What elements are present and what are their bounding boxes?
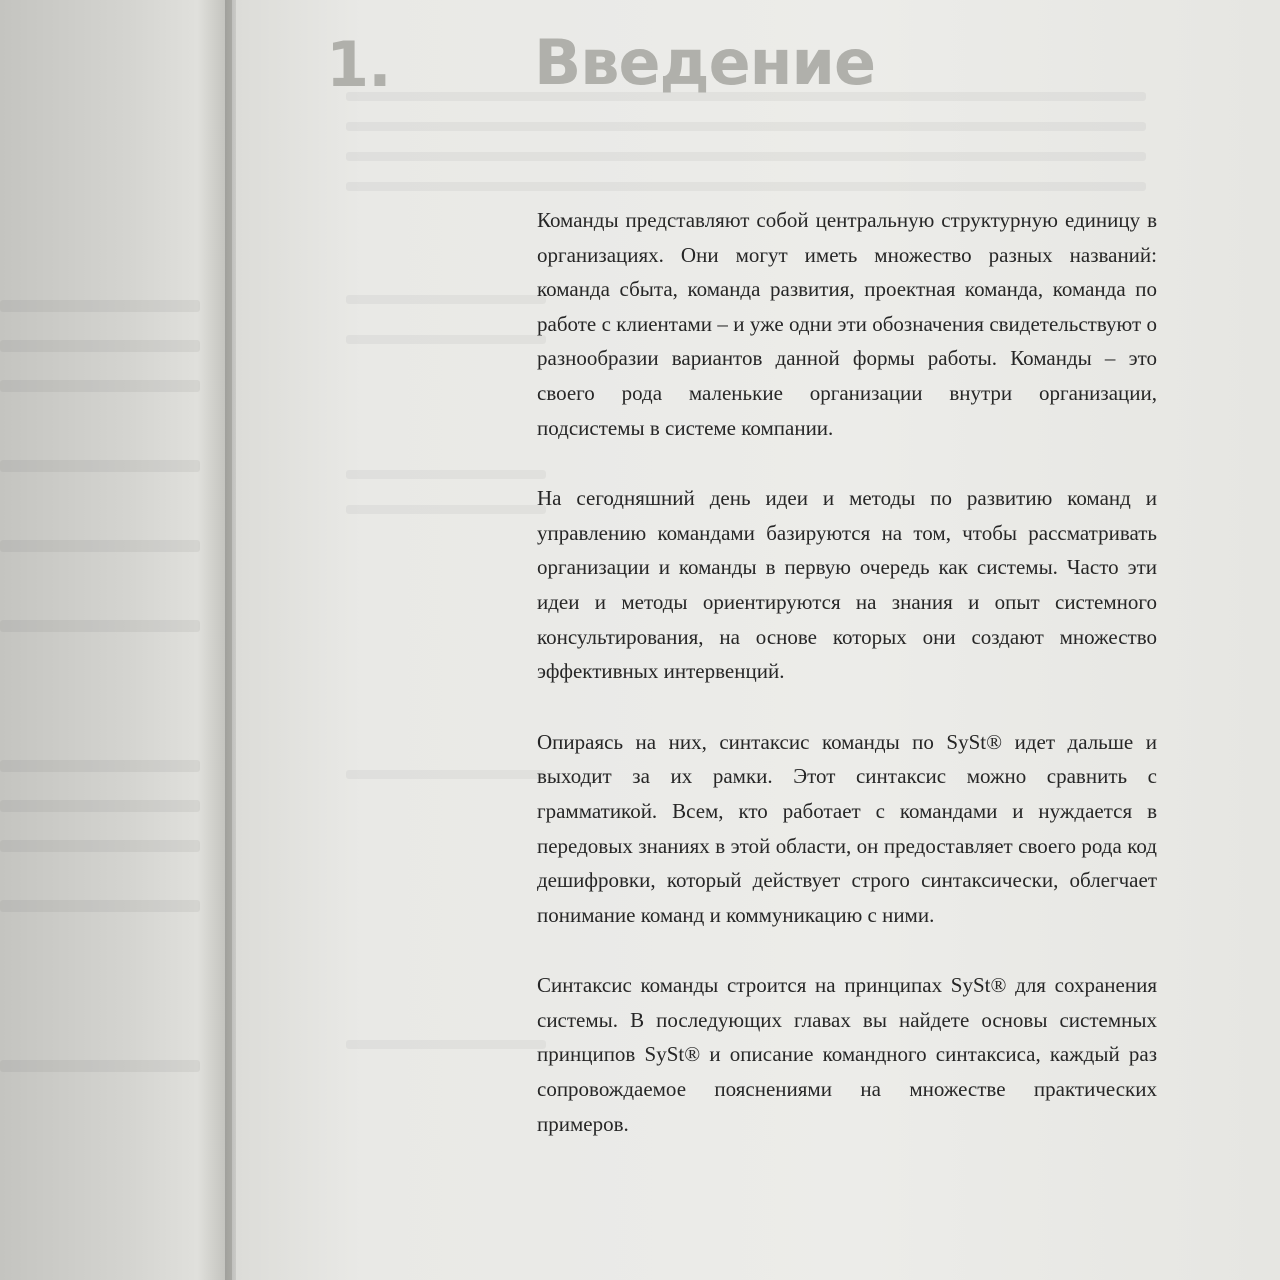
paragraph-2: На сегодняшний день идеи и методы по развитию команд и управлению командами базируются на том, чтобы рассматривать организации и команды в первую очередь как системы. Часто эти идеи и методы ориентируются на знания и опыт системного консультирования, на основе которых они создают множество эффективных интервенций. <box>537 486 1157 684</box>
bleed-through-line <box>346 295 546 304</box>
paragraph-1: Команды представляют собой центральную структурную единицу в организациях. Они могут иметь множество разных названий: команда сбыта, команда развития, проектная команда, команда по работе с клиентами – и уже одни эти обозначения свидетельствуют о разнообразии вариантов данной формы работы. Команды – это своего рода маленькие организации внутри организации, подсистемы в системе компании. <box>537 208 1157 440</box>
bleed-through-line <box>346 505 546 514</box>
bleed-through-line <box>346 470 546 479</box>
bleed-through-line <box>346 122 1146 131</box>
left-page-ghost-line <box>0 460 200 472</box>
chapter-title: Введение <box>534 26 875 99</box>
body-text <box>537 203 1157 1177</box>
paragraph-4: Синтаксис команды строится на принципах SySt® для сохранения системы. В последующих главах вы найдете основы системных принципов SySt® и описание командного синтаксиса, каждый раз сопровождаемое пояснениями на множестве практических примеров. <box>537 973 1157 1136</box>
left-page-ghost-line <box>0 620 200 632</box>
left-page-ghost-line <box>0 840 200 852</box>
left-page-ghost-line <box>0 300 200 312</box>
left-page-ghost-line <box>0 760 200 772</box>
left-page <box>0 0 232 1280</box>
paragraph-3: Опираясь на них, синтаксис команды по SySt® идет дальше и выходит за их рамки. Этот синтаксис можно сравнить с грамматикой. Всем, кто работает с командами и нуждается в передовых знаниях в этой области, он предоставляет своего рода код дешифровки, который действует строго синтаксически, облегчает понимание команд и коммуникацию с ними. <box>537 729 1157 927</box>
chapter-number: 1. <box>326 28 391 101</box>
bleed-through-line <box>346 335 546 344</box>
left-page-ghost-line <box>0 540 200 552</box>
bleed-through-line <box>346 182 1146 191</box>
bleed-through-line <box>346 152 1146 161</box>
bleed-through-line <box>346 1040 546 1049</box>
left-page-ghost-line <box>0 900 200 912</box>
left-page-ghost-line <box>0 800 200 812</box>
left-page-ghost-line <box>0 340 200 352</box>
left-page-ghost-line <box>0 1060 200 1072</box>
left-page-ghost-line <box>0 380 200 392</box>
bleed-through-line <box>346 770 546 779</box>
